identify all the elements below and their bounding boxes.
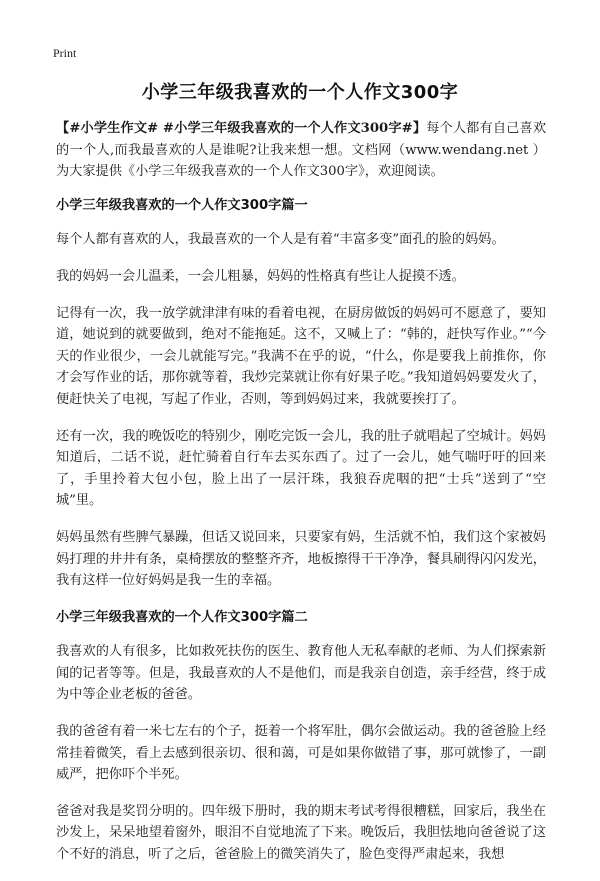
print-label: Print [53,46,77,60]
paragraph: 每个人都有喜欢的人，我最喜欢的一个人是有着“丰富多变”面孔的脸的妈妈。 [56,232,505,248]
article-body [56,118,546,881]
intro-text: 每个人都有自己喜欢的一个人,而我最喜欢的人是谁呢?让我来想一想。文档网（www.wendang.net ）为大家提供《小学三年级我喜欢的一个人作文300字》，欢迎阅读。 [56,121,547,180]
paragraph: 爸爸对我是奖罚分明的。四年级下册时，我的期末考试考得很糟糕，回家后，我坐在沙发上，呆呆地望着窗外，眼泪不自觉地流了下来。晚饭后，我胆怯地向爸爸说了这个不好的消息，听了之后，爸爸脸上的微笑消失了，脸色变得严肃起来，我想 [56,803,546,863]
paragraph: 我的妈妈一会儿温柔，一会儿粗暴，妈妈的性格真有些让人捉摸不透。 [56,268,465,284]
paragraph: 妈妈虽然有些脾气暴躁，但话又说回来，只要家有妈，生活就不怕，我们这个家被妈妈打理的井井有条，桌椅摆放的整整齐齐，地板擦得干干净净，餐具刷得闪闪发光，我有这样一位好妈妈是我一生的幸福。 [56,529,546,589]
section-heading: 小学三年级我喜欢的一个人作文300字篇二 [56,609,308,625]
paragraph: 我的爸爸有着一米七左右的个子，挺着一个将军肚，偶尔会做运动。我的爸爸脸上经常挂着微笑，看上去感到很亲切、很和蔼，可是如果你做错了事，那可就惨了，一副威严，把你吓个半死。 [56,724,546,783]
page-title: 小学三年级我喜欢的一个人作文300字 [141,82,459,103]
intro-paragraph [56,118,546,183]
intro-tag: 【#小学生作文# #小学三年级我喜欢的一个人作文300字#】 [56,121,427,136]
paragraph: 我喜欢的人有很多，比如救死扶伤的医生、教育他人无私奉献的老师、为人们探索新闻的记者等等。但是，我最喜欢的人不是他们，而是我亲自创造，亲手经营，终于成为中等企业老板的爸爸。 [56,644,546,703]
paragraph: 还有一次，我的晚饭吃的特别少，刚吃完饭一会儿，我的肚子就唱起了空城计。妈妈知道后，二话不说，赶忙骑着自行车去买东西了。过了一会儿，她气喘吁吁的回来了，手里拎着大包小包，脸上出了一层汗珠，我狼吞虎咽的把“士兵”送到了“空城”里。 [56,428,546,509]
paragraph: 记得有一次，我一放学就津津有味的看着电视，在厨房做饭的妈妈可不愿意了，要知道，她说到的就要做到，绝对不能拖延。这不，又喊上了：“韩的，赶快写作业。”“今天的作业很少，一会儿就能写完。”我满不在乎的说，“什么，你是要我上前推你，你才会写作业的话，那你就等着，我炒完菜就让你有好果子吃。”我知道妈妈要发火了，便赶快关了电视，写起了作业，否则，等到妈妈过来，我就要挨打了。 [56,305,546,407]
section-heading: 小学三年级我喜欢的一个人作文300字篇一 [56,197,308,213]
